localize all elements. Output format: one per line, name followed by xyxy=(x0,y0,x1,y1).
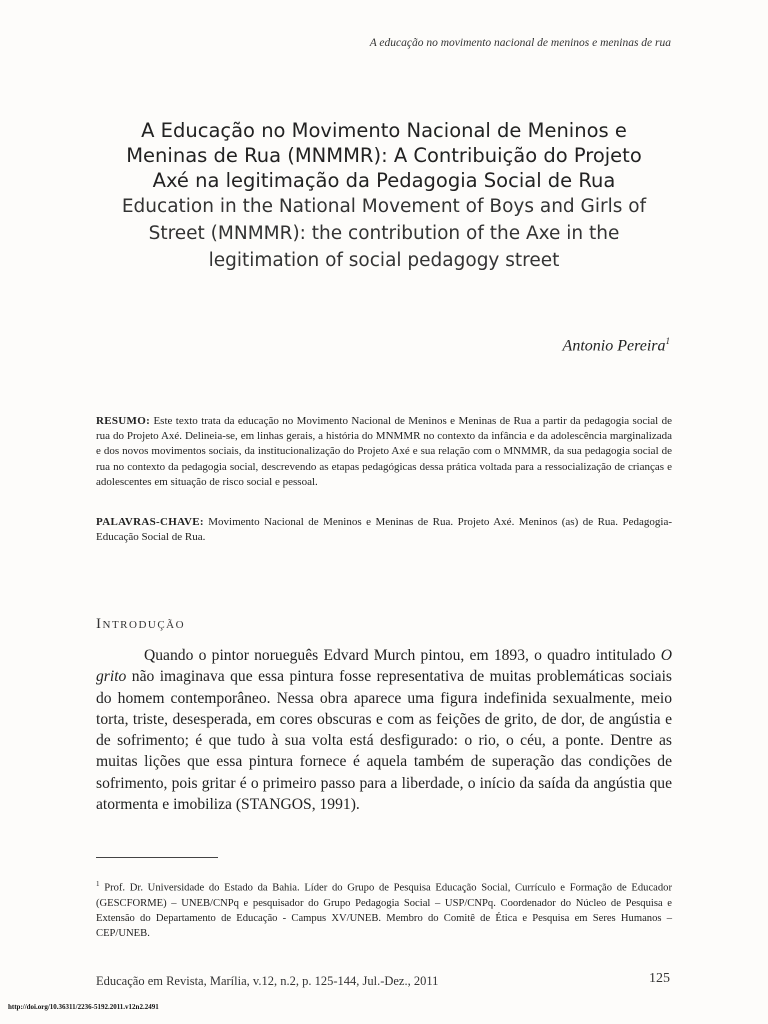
section-heading: Introdução xyxy=(96,616,186,632)
title-pt-line: Meninas de Rua (MNMMR): A Contribuição do Projeto xyxy=(126,144,642,167)
running-head: A educação no movimento nacional de meninos e meninas de rua xyxy=(369,37,671,49)
abstract-label: RESUMO: xyxy=(96,415,151,427)
page-number: 125 xyxy=(649,971,670,986)
footnote-divider xyxy=(96,857,218,858)
painting-title: O grito xyxy=(96,647,672,686)
abstract xyxy=(96,414,672,490)
keywords-label: PALAVRAS-CHAVE: xyxy=(96,516,204,528)
title-pt-line: Axé na legitimação da Pedagogia Social de Rua xyxy=(152,169,616,192)
title-en-line: legitimation of social pedagogy street xyxy=(208,250,560,271)
title-pt-line: A Educação no Movimento Nacional de Meninos e xyxy=(141,119,627,142)
author-name: Antonio Pereira xyxy=(562,337,666,355)
title-en-line: Education in the National Movement of Boys and Girls of xyxy=(121,196,647,217)
keywords-text: Movimento Nacional de Meninos e Meninas de Rua. Projeto Axé. Meninos (as) de Rua. Pedagogia-Educação Social de Rua. xyxy=(96,516,673,544)
title-en-line: Street (MNMMR): the contribution of the Axe in the xyxy=(148,223,620,244)
author-footnote-marker: 1 xyxy=(665,336,670,346)
intro-paragraph xyxy=(96,645,672,815)
footnote-marker: 1 xyxy=(96,880,100,888)
footnote xyxy=(96,877,672,941)
abstract-text: Este texto trata da educação no Movimento Nacional de Meninos e Meninas de Rua a partir da pedagogia social de rua do Projeto Axé. Delineia-se, em linhas gerais, a história do MNMMR no contexto da infância e da adolescência marginalizada e dos novos movimentos sociais, da institucionalização do Projeto Axé e sua relação com o MNMMR, da sua pedagogia social de rua no contexto da pedagogia social, descrevendo as etapas pedagógicas dessa prática voltada para a ressocialização de crianças e adolescentes em situação de risco social e pessoal. xyxy=(96,415,672,488)
doi-link[interactable]: http://doi.org/10.36311/2236-5192.2011.v12n2.2491 xyxy=(8,1003,159,1011)
intro-text-rest: não imaginava que essa pintura fosse representativa de muitas problemáticas sociais do homem contemporâneo. Nessa obra aparece uma figura indefinida sexualmente, meio torta, triste, desesperada, em cores obscuras e com as feições de grito, de dor, de angústia e de sofrimento; é que tudo à sua volta está desfigurado: o rio, o céu, a ponte. Dentre as muitas lições que essa pintura fornece é aquela também de superação das condições de sofrimento, pois gritar é o primeiro passo para a liberdade, o início da saída da angústia que atormenta e imobiliza (STANGOS, 1991). xyxy=(96,668,672,814)
intro-text-start: Quando o pintor norueguês Edvard Murch pintou, em 1893, o quadro intitulado xyxy=(144,647,661,664)
article-titles xyxy=(96,118,672,274)
keywords xyxy=(96,515,672,545)
footnote-text: Prof. Dr. Universidade do Estado da Bahia. Líder do Grupo de Pesquisa Educação Social, Currículo e Formação de Educador (GESCFORME) – UNEB/CNPq e pesquisador do Grupo Pedagogia Social – USP/CNPq. Coordenador do Núcleo de Pesquisa e Extensão do Departamento de Educação - Campus XV/UNEB. Membro do Comitê de Ética e Pesquisa em Seres Humanos – CEP/UNEB. xyxy=(96,882,672,939)
author xyxy=(563,336,670,355)
journal-citation: Educação em Revista, Marília, v.12, n.2, p. 125-144, Jul.-Dez., 2011 xyxy=(96,974,439,988)
